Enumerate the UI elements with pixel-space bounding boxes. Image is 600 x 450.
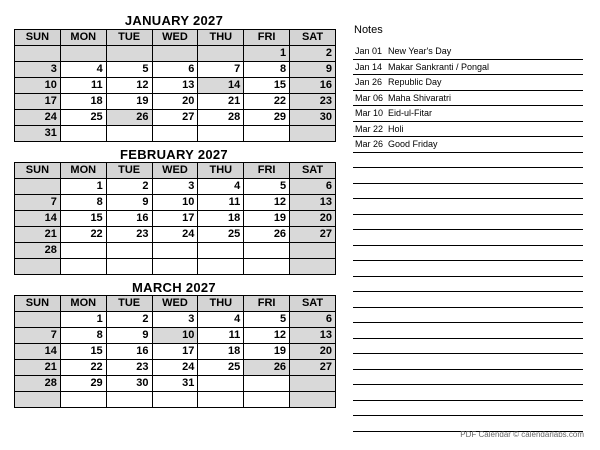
footer-credit: PDF Calendar © calendarlabs.com <box>460 430 584 439</box>
day-cell: 2 <box>106 179 152 195</box>
day-cell <box>15 259 61 275</box>
weekday-header: SAT <box>290 296 336 312</box>
day-cell: 5 <box>244 312 290 328</box>
weekday-header: THU <box>198 296 244 312</box>
day-cell: 8 <box>244 62 290 78</box>
holiday-date: Mar 06 <box>355 92 384 103</box>
week-row <box>15 312 336 328</box>
note-line <box>353 153 583 169</box>
day-cell: 2 <box>106 312 152 328</box>
note-line <box>353 401 583 417</box>
day-cell: 27 <box>290 227 336 243</box>
day-cell: 8 <box>60 328 106 344</box>
note-line <box>353 168 583 184</box>
day-cell <box>60 126 106 142</box>
weekday-header: TUE <box>106 30 152 46</box>
day-cell: 14 <box>15 211 61 227</box>
day-cell <box>198 126 244 142</box>
day-cell <box>106 259 152 275</box>
day-cell <box>15 392 61 408</box>
day-cell <box>15 179 61 195</box>
day-cell <box>290 392 336 408</box>
day-cell: 20 <box>290 344 336 360</box>
holiday-name: Holi <box>388 123 404 134</box>
week-row <box>15 62 336 78</box>
day-cell <box>106 126 152 142</box>
note-line <box>353 385 583 401</box>
day-cell: 23 <box>106 360 152 376</box>
week-row <box>15 46 336 62</box>
day-cell: 18 <box>198 211 244 227</box>
note-line <box>353 354 583 370</box>
day-cell: 28 <box>198 110 244 126</box>
day-cell <box>152 126 198 142</box>
day-cell <box>60 46 106 62</box>
day-cell: 19 <box>244 344 290 360</box>
holiday-date: Mar 10 <box>355 108 384 118</box>
day-cell: 5 <box>244 179 290 195</box>
weekday-header: TUE <box>106 163 152 179</box>
week-row <box>15 195 336 211</box>
holiday-date: Jan 14 <box>355 61 383 72</box>
day-cell: 28 <box>15 376 61 392</box>
weekday-header: SAT <box>290 30 336 46</box>
note-line <box>353 370 583 386</box>
note-line <box>353 339 583 355</box>
day-cell: 16 <box>106 344 152 360</box>
note-line <box>353 215 583 231</box>
note-line <box>353 106 583 122</box>
week-row <box>15 376 336 392</box>
day-cell: 19 <box>244 211 290 227</box>
day-cell: 6 <box>152 62 198 78</box>
note-line <box>353 230 583 246</box>
day-cell: 16 <box>290 78 336 94</box>
calendar-march <box>14 295 336 408</box>
day-cell: 4 <box>60 62 106 78</box>
day-cell: 1 <box>244 46 290 62</box>
note-line <box>353 60 583 76</box>
day-cell: 22 <box>60 360 106 376</box>
month-title-january: JANUARY 2027 <box>124 13 224 28</box>
day-cell: 14 <box>15 344 61 360</box>
calendar-february <box>14 162 336 275</box>
day-cell: 26 <box>244 360 290 376</box>
day-cell: 11 <box>60 78 106 94</box>
day-cell: 15 <box>244 78 290 94</box>
day-cell: 24 <box>152 227 198 243</box>
week-row <box>15 360 336 376</box>
day-cell <box>60 259 106 275</box>
day-cell: 7 <box>15 195 61 211</box>
day-cell: 12 <box>244 195 290 211</box>
month-title-march: MARCH 2027 <box>132 280 216 295</box>
note-line <box>353 261 583 277</box>
day-cell <box>106 243 152 259</box>
day-cell: 25 <box>198 360 244 376</box>
weekday-header: SAT <box>290 163 336 179</box>
day-cell <box>152 392 198 408</box>
holiday-name: New Year's Day <box>388 46 452 56</box>
day-cell: 27 <box>152 110 198 126</box>
day-cell: 10 <box>15 78 61 94</box>
day-cell <box>244 259 290 275</box>
weekday-header: SUN <box>15 30 61 46</box>
day-cell: 11 <box>198 195 244 211</box>
day-cell <box>15 46 61 62</box>
day-cell: 28 <box>15 243 61 259</box>
day-cell: 6 <box>290 179 336 195</box>
day-cell: 3 <box>152 312 198 328</box>
weekday-header: MON <box>60 163 106 179</box>
day-cell <box>60 243 106 259</box>
week-row <box>15 211 336 227</box>
day-cell: 30 <box>290 110 336 126</box>
holiday-name: Maha Shivaratri <box>388 92 452 103</box>
note-line <box>353 184 583 200</box>
day-cell: 4 <box>198 312 244 328</box>
day-cell: 31 <box>152 376 198 392</box>
day-cell: 18 <box>60 94 106 110</box>
day-cell <box>152 243 198 259</box>
note-line <box>353 323 583 339</box>
weekday-header-row <box>15 296 336 312</box>
day-cell <box>290 243 336 259</box>
day-cell: 31 <box>15 126 61 142</box>
day-cell: 19 <box>106 94 152 110</box>
day-cell: 24 <box>152 360 198 376</box>
weekday-header: TUE <box>106 296 152 312</box>
day-cell: 25 <box>60 110 106 126</box>
weekday-header: SUN <box>15 163 61 179</box>
holiday-name: Makar Sankranti / Pongal <box>388 61 490 72</box>
day-cell: 7 <box>15 328 61 344</box>
day-cell <box>106 46 152 62</box>
day-cell: 21 <box>15 360 61 376</box>
day-cell: 30 <box>106 376 152 392</box>
day-cell: 21 <box>15 227 61 243</box>
weekday-header: THU <box>198 163 244 179</box>
holiday-name: Good Friday <box>388 139 438 149</box>
note-line <box>353 246 583 262</box>
day-cell <box>198 46 244 62</box>
day-cell <box>290 259 336 275</box>
day-cell <box>290 376 336 392</box>
week-row <box>15 126 336 142</box>
day-cell: 9 <box>290 62 336 78</box>
day-cell: 10 <box>152 328 198 344</box>
day-cell: 17 <box>15 94 61 110</box>
day-cell: 18 <box>198 344 244 360</box>
day-cell: 2 <box>290 46 336 62</box>
day-cell: 26 <box>244 227 290 243</box>
holiday-date: Jan 01 <box>355 46 383 56</box>
day-cell <box>244 126 290 142</box>
week-row <box>15 344 336 360</box>
week-row <box>15 110 336 126</box>
holiday-date: Jan 26 <box>355 77 383 87</box>
note-line <box>353 122 583 138</box>
day-cell: 23 <box>106 227 152 243</box>
day-cell: 11 <box>198 328 244 344</box>
day-cell: 13 <box>290 195 336 211</box>
day-cell: 20 <box>152 94 198 110</box>
week-row <box>15 78 336 94</box>
note-line <box>353 91 583 107</box>
calendar-january <box>14 29 336 142</box>
note-line <box>353 277 583 293</box>
day-cell: 1 <box>60 312 106 328</box>
note-line <box>353 199 583 215</box>
day-cell <box>152 259 198 275</box>
day-cell: 21 <box>198 94 244 110</box>
note-line <box>353 292 583 308</box>
day-cell: 4 <box>198 179 244 195</box>
day-cell: 15 <box>60 211 106 227</box>
holiday-name: Republic Day <box>388 77 442 87</box>
day-cell: 25 <box>198 227 244 243</box>
week-row <box>15 227 336 243</box>
day-cell: 5 <box>106 62 152 78</box>
note-line <box>353 137 583 153</box>
day-cell: 24 <box>15 110 61 126</box>
day-cell: 29 <box>244 110 290 126</box>
weekday-header: FRI <box>244 30 290 46</box>
day-cell <box>198 376 244 392</box>
weekday-header: MON <box>60 296 106 312</box>
day-cell: 13 <box>152 78 198 94</box>
day-cell: 9 <box>106 328 152 344</box>
day-cell <box>244 392 290 408</box>
note-line <box>353 44 583 60</box>
day-cell: 22 <box>60 227 106 243</box>
weekday-header: WED <box>152 163 198 179</box>
day-cell: 22 <box>244 94 290 110</box>
weekday-header: WED <box>152 296 198 312</box>
month-title-february: FEBRUARY 2027 <box>120 147 228 162</box>
day-cell: 26 <box>106 110 152 126</box>
day-cell: 9 <box>106 195 152 211</box>
day-cell: 16 <box>106 211 152 227</box>
day-cell: 17 <box>152 344 198 360</box>
day-cell: 8 <box>60 195 106 211</box>
day-cell <box>198 392 244 408</box>
day-cell <box>244 376 290 392</box>
day-cell: 27 <box>290 360 336 376</box>
holiday-name: Eid-ul-Fitar <box>388 108 433 118</box>
week-row <box>15 179 336 195</box>
notes-title: Notes <box>354 24 383 36</box>
day-cell: 10 <box>152 195 198 211</box>
day-cell: 3 <box>15 62 61 78</box>
day-cell <box>15 312 61 328</box>
weekday-header: MON <box>60 30 106 46</box>
day-cell: 23 <box>290 94 336 110</box>
day-cell <box>106 392 152 408</box>
week-row <box>15 243 336 259</box>
day-cell: 3 <box>152 179 198 195</box>
weekday-header: WED <box>152 30 198 46</box>
day-cell <box>244 243 290 259</box>
weekday-header: SUN <box>15 296 61 312</box>
day-cell <box>290 126 336 142</box>
day-cell: 13 <box>290 328 336 344</box>
day-cell <box>152 46 198 62</box>
holiday-date: Mar 26 <box>355 139 384 149</box>
day-cell: 7 <box>198 62 244 78</box>
holiday-date: Mar 22 <box>355 123 384 134</box>
note-line <box>353 308 583 324</box>
week-row <box>15 392 336 408</box>
day-cell: 15 <box>60 344 106 360</box>
note-line <box>353 75 583 91</box>
week-row <box>15 259 336 275</box>
weekday-header-row <box>15 30 336 46</box>
day-cell <box>198 243 244 259</box>
notes-list <box>353 44 583 432</box>
weekday-header: FRI <box>244 163 290 179</box>
weekday-header: FRI <box>244 296 290 312</box>
day-cell: 1 <box>60 179 106 195</box>
day-cell: 6 <box>290 312 336 328</box>
day-cell: 17 <box>152 211 198 227</box>
weekday-header-row <box>15 163 336 179</box>
day-cell: 29 <box>60 376 106 392</box>
week-row <box>15 94 336 110</box>
day-cell: 20 <box>290 211 336 227</box>
weekday-header: THU <box>198 30 244 46</box>
day-cell <box>198 259 244 275</box>
day-cell: 12 <box>244 328 290 344</box>
day-cell: 14 <box>198 78 244 94</box>
day-cell: 12 <box>106 78 152 94</box>
week-row <box>15 328 336 344</box>
day-cell <box>60 392 106 408</box>
